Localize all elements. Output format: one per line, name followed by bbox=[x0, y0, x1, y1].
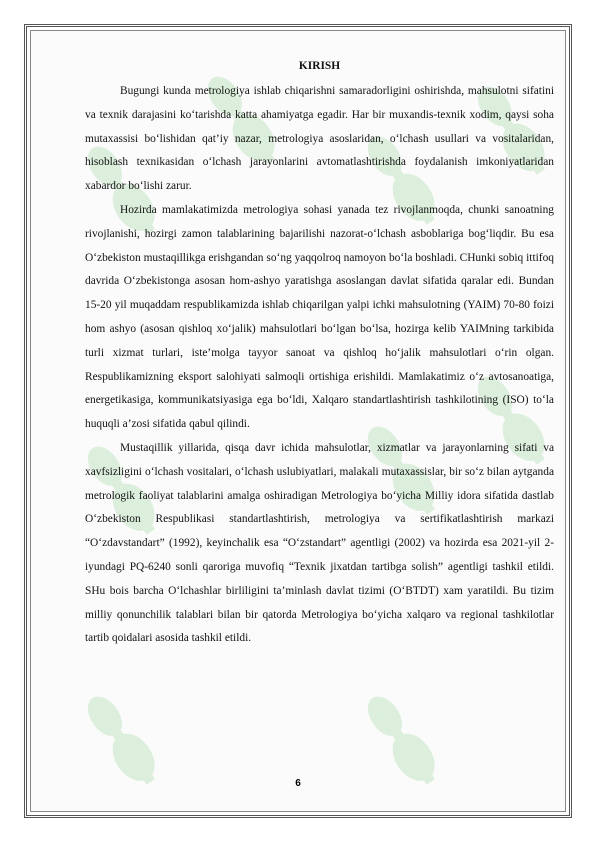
paragraph: Mustaqillik yillarida, qisqa davr ichida mahsulotlar, xizmatlar va jarayonlarning sifati va xavfsizligini o‘lchash vositalari, o‘lchash uslubiyatlari, malakali mutaxassislar, bir so‘z bilan aytganda metrologik faoliyat talablarini amalga oshiradigan Metrologiya bo‘yicha Milliy idora sifatida dastlab O‘zbekiston Respublikasi standartlashtirish, metrologiya va sertifikatlashtirish markazi “O‘zdavstandart” (1992), keyinchalik esa “O‘zstandart” agentligi (2002) va hozirda esa 2021-yil 2-iyundagi PQ-6240 sonli qaroriga muvofiq “Texnik jixatdan tartibga solish” agentligi tashkil etildi. SHu bois barcha O‘lchashlar birliligini ta’minlash davlat tizimi (O‘BTDT) xam yaratildi. Bu tizim milliy qonunchilik talablari bilan bir qatorda Metrologiya bo‘yicha xalqaro va regional tashkilotlar tartib qoidalari asosida tashkil etildi. bbox=[85, 441, 554, 645]
section-title: KIRISH bbox=[298, 60, 341, 72]
paragraph: Bugungi kunda metrologiya ishlab chiqarishni samaradorligini oshirishda, mahsulotni sifatini va texnik darajasini ko‘tarishda katta ahamiyatga egadir. Har bir muxandis-texnik xodim, qaysi soha mutaxassisi bo‘lishidan qat’iy nazar, metrologiya asoslaridan, o‘lchash usullari va vositalaridan, hisoblash texnikasidan o‘lchash jarayonlarini avtomatlashtirishda foydalanish imkoniyatlaridan xabardor bo‘lishi zarur. bbox=[85, 85, 554, 193]
paragraph: Hozirda mamlakatimizda metrologiya sohasi yanada tez rivojlanmoqda, chunki sanoatning rivojlanishi, hozirgi zamon talablarining bajarilishi nazorat-o‘lchash asboblariga bog‘liqdir. Bu esa O‘zbekiston mustaqillikga erishgandan so‘ng yaqqolroq namoyon bo‘la boshladi. CHunki sobiq ittifoq davrida O‘zbekistonga asosan hom-ashyo yaratishga asoslangan davlat sifatida qaralar edi. Bundan 15-20 yil muqaddam respublikamizda ishlab chiqarilgan yalpi ichki mahsulotning (YAIM) 70-80 foizi hom ashyo (asosan qishloq xo‘jalik) mahsulotlari bo‘lgan bo‘lsa, hozirga kelib YAIMning tarkibida turli xizmat turlari, iste’molga tayyor sanoat va qishloq ho‘jalik mahsulotlari o‘rin olgan. Respublikamizning eksport salohiyati salmoqli ortishiga erishildi. Mamlakatimiz o‘z avtosanoatiga, energetikasiga, kommunikatsiyasiga ega bo‘ldi, Xalqaro standartlashtirish tashkilotining (ISO) to‘la huquqli a’zosi sifatida qabul qilindi. bbox=[85, 203, 554, 431]
page-number: 6 bbox=[295, 778, 301, 789]
document-body bbox=[85, 56, 554, 651]
watermark-logo-icon bbox=[80, 680, 170, 810]
watermark-logo-icon bbox=[360, 680, 450, 810]
